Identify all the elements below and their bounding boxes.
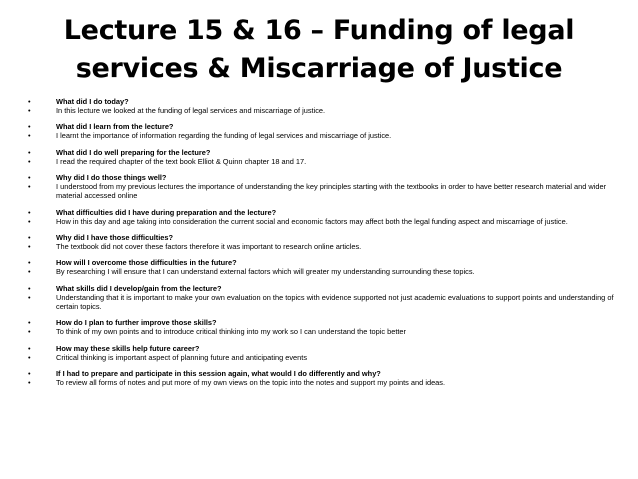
answer-row xyxy=(28,327,624,336)
reflection-list xyxy=(28,97,624,394)
answer-text: How in this day and age taking into consideration the current social and economic factors may affect both the legal funding aspect and miscarriage of justice. xyxy=(56,216,568,226)
answer-text: Critical thinking is important aspect of planning future and anticipating events xyxy=(56,352,308,362)
bullet-icon: • xyxy=(28,267,31,277)
reflection-item xyxy=(28,173,624,200)
bullet-icon: • xyxy=(28,131,31,141)
question-text: How will I overcome those difficulties in the future? xyxy=(56,258,237,268)
reflection-item xyxy=(28,122,624,140)
reflection-item xyxy=(28,208,624,226)
reflection-item xyxy=(28,258,624,276)
question-text: What did I do today? xyxy=(56,97,129,106)
bullet-icon: • xyxy=(28,292,31,302)
reflection-item xyxy=(28,97,624,115)
bullet-icon: • xyxy=(28,97,31,106)
slide-title xyxy=(20,12,618,88)
question-row xyxy=(28,318,624,327)
bullet-icon: • xyxy=(28,216,31,226)
question-text: Why did I have those difficulties? xyxy=(56,232,174,242)
answer-row xyxy=(28,267,624,276)
answer-text: To review all forms of notes and put more of my own views on the topic into the notes and support my points and ideas. xyxy=(56,377,446,387)
bullet-icon: • xyxy=(28,368,31,378)
bullet-icon: • xyxy=(28,122,31,132)
answer-row xyxy=(28,106,624,115)
question-text: What did I learn from the lecture? xyxy=(56,122,174,132)
question-text: What skills did I develop/gain from the lecture? xyxy=(56,283,222,293)
answer-row xyxy=(28,131,624,140)
question-text: If I had to prepare and participate in this session again, what would I do differently and why? xyxy=(56,368,381,378)
bullet-icon: • xyxy=(28,232,31,242)
answer-text: I learnt the importance of information regarding the funding of legal services and miscarriage of justice. xyxy=(56,131,392,141)
answer-text: The textbook did not cover these factors therefore it was important to research online articles. xyxy=(56,241,362,251)
question-text: Why did I do those things well? xyxy=(56,173,167,183)
question-text: How may these skills help future career? xyxy=(56,343,200,353)
bullet-icon: • xyxy=(28,352,31,362)
question-text: How do I plan to further improve those skills? xyxy=(56,318,217,328)
bullet-icon: • xyxy=(28,258,31,268)
question-row xyxy=(28,122,624,131)
question-row xyxy=(28,148,624,157)
reflection-item xyxy=(28,284,624,311)
question-row xyxy=(28,173,624,182)
title-line-1: Lecture 15 & 16 – Funding of legal xyxy=(63,15,575,46)
answer-text: To think of my own points and to introduce critical thinking into my work so I can understand the topic better xyxy=(56,327,407,337)
question-row xyxy=(28,344,624,353)
reflection-item xyxy=(28,369,624,387)
bullet-icon: • xyxy=(28,207,31,217)
bullet-icon: • xyxy=(28,173,31,183)
bullet-icon: • xyxy=(28,182,31,192)
question-row xyxy=(28,233,624,242)
answer-row xyxy=(28,217,624,226)
answer-row xyxy=(28,353,624,362)
answer-row xyxy=(28,293,624,311)
title-line-2: services & Miscarriage of Justice xyxy=(75,53,563,84)
question-row xyxy=(28,97,624,106)
reflection-item xyxy=(28,344,624,362)
answer-text: Understanding that it is important to make your own evaluation on the topics with evidence supported not just academic evaluations to support points and understanding of certain topics. xyxy=(56,292,614,311)
answer-row xyxy=(28,157,624,166)
bullet-icon: • xyxy=(28,147,31,157)
bullet-icon: • xyxy=(28,106,31,115)
bullet-icon: • xyxy=(28,327,31,337)
answer-row xyxy=(28,182,624,200)
bullet-icon: • xyxy=(28,343,31,353)
question-row xyxy=(28,258,624,267)
bullet-icon: • xyxy=(28,241,31,251)
answer-text: By researching I will ensure that I can understand external factors which will greater my understanding surrounding these topics. xyxy=(56,267,475,277)
answer-text: I understood from my previous lectures the importance of understanding the key principles starting with the textbooks in order to have better research material and wider material accessed online xyxy=(56,182,607,201)
reflection-item xyxy=(28,318,624,336)
answer-text: In this lecture we looked at the funding of legal services and miscarriage of justice. xyxy=(56,106,326,115)
reflection-item xyxy=(28,233,624,251)
bullet-icon: • xyxy=(28,283,31,293)
question-row xyxy=(28,284,624,293)
question-text: What did I do well preparing for the lecture? xyxy=(56,147,211,157)
bullet-icon: • xyxy=(28,156,31,166)
question-text: What difficulties did I have during preparation and the lecture? xyxy=(56,207,277,217)
question-row xyxy=(28,208,624,217)
bullet-icon: • xyxy=(28,318,31,328)
bullet-icon: • xyxy=(28,377,31,387)
answer-text: I read the required chapter of the text book Elliot & Quinn chapter 18 and 17. xyxy=(56,156,307,166)
answer-row xyxy=(28,378,624,387)
question-row xyxy=(28,369,624,378)
answer-row xyxy=(28,242,624,251)
reflection-item xyxy=(28,148,624,166)
